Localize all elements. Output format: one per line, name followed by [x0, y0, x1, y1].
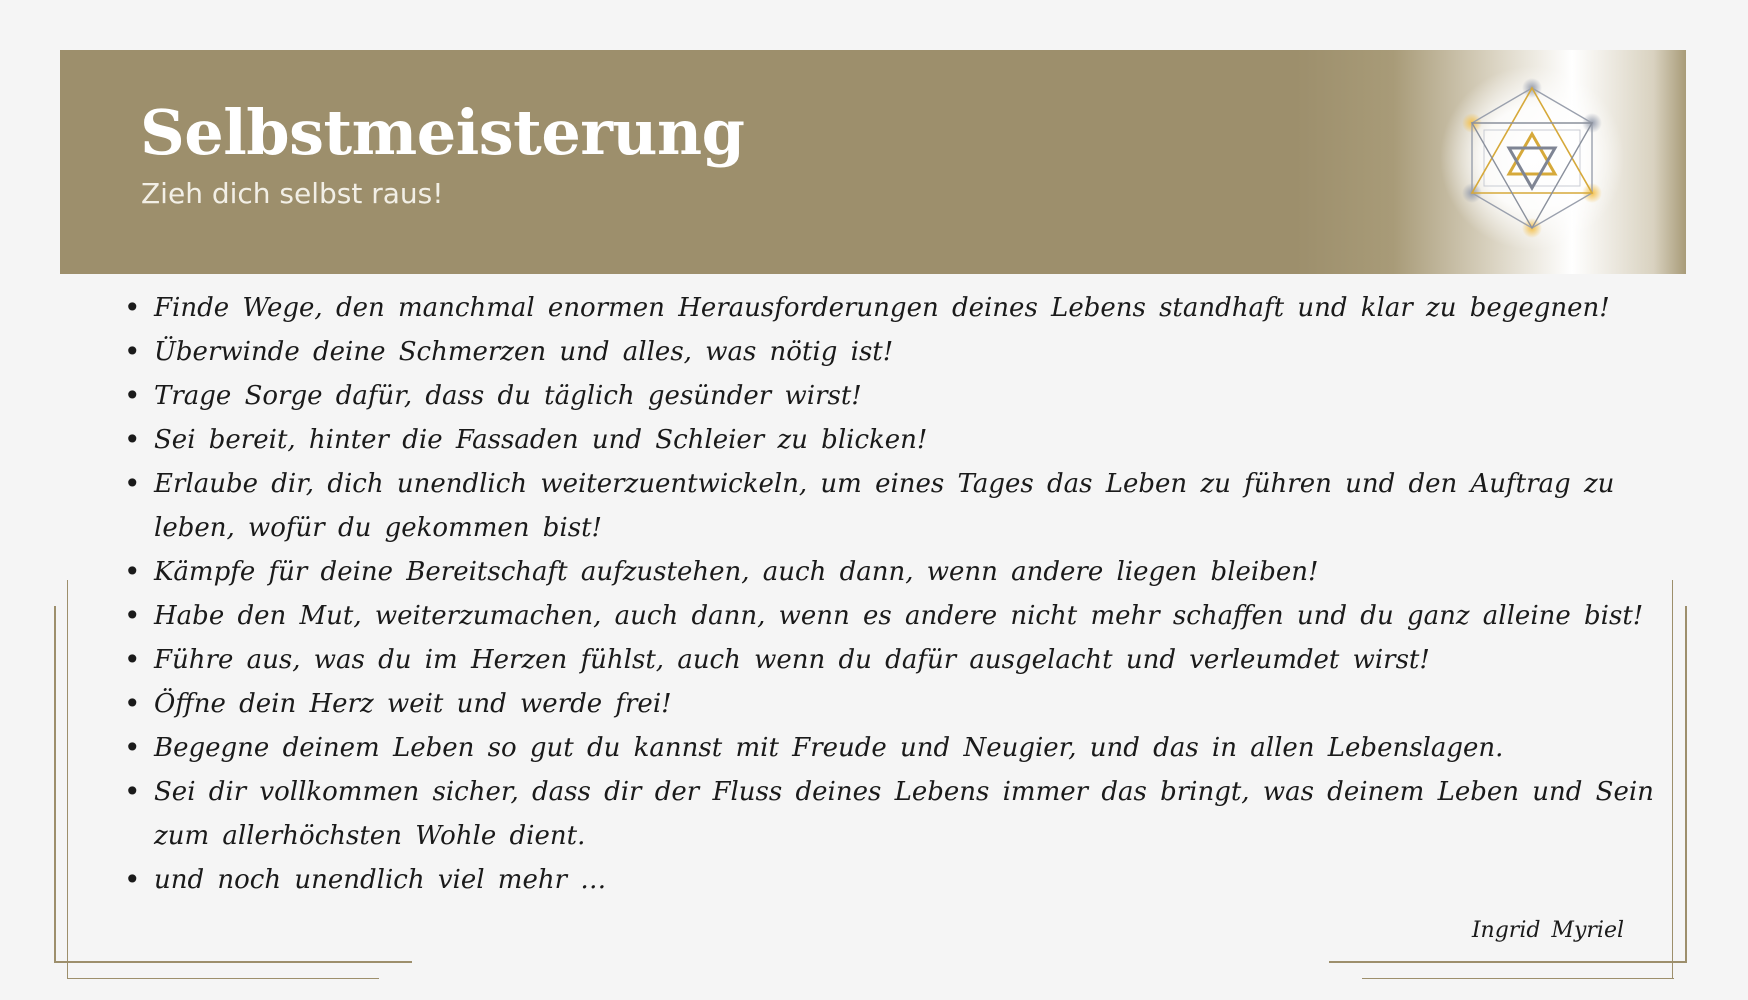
star-of-david-metatron-icon	[1432, 58, 1632, 258]
list-item: • Habe den Mut, weiterzumachen, auch dann, wenn es andere nicht mehr schaffen und du ganz alleine bist!	[124, 594, 1654, 638]
page-subtitle: Zieh dich selbst raus!	[141, 177, 444, 210]
list-item: • Finde Wege, den manchmal enormen Herausforderungen deines Lebens standhaft und klar zu begegnen!	[124, 286, 1654, 330]
list-item: • und noch unendlich viel mehr …	[124, 858, 1654, 902]
frame-line-bottom-right-inner	[1362, 978, 1674, 979]
affirmation-list	[124, 286, 1654, 902]
frame-line-right-outer	[1685, 606, 1687, 962]
author-signature: Ingrid Myriel	[1471, 918, 1624, 943]
frame-line-left-outer	[54, 606, 56, 962]
list-item: • Kämpfe für deine Bereitschaft aufzustehen, auch dann, wenn andere liegen bleiben!	[124, 550, 1654, 594]
header-banner	[60, 50, 1686, 274]
list-item: • Erlaube dir, dich unendlich weiterzuentwickeln, um eines Tages das Leben zu führen und den Auftrag zu leben, wofür du gekommen bist!	[124, 462, 1654, 550]
list-item: • Führe aus, was du im Herzen fühlst, auch wenn du dafür ausgelacht und verleumdet wirst!	[124, 638, 1654, 682]
list-item: • Trage Sorge dafür, dass du täglich gesünder wirst!	[124, 374, 1654, 418]
frame-line-right-inner	[1672, 580, 1673, 978]
list-item: • Begegne deinem Leben so gut du kannst mit Freude und Neugier, und das in allen Lebenslagen.	[124, 726, 1654, 770]
page-title: Selbstmeisterung	[140, 96, 745, 169]
list-item: • Überwinde deine Schmerzen und alles, was nötig ist!	[124, 330, 1654, 374]
frame-line-bottom-left-inner	[67, 978, 379, 979]
frame-line-left-inner	[67, 580, 68, 978]
frame-line-bottom-left-outer	[54, 961, 412, 963]
list-item: • Sei dir vollkommen sicher, dass dir der Fluss deines Lebens immer das bringt, was deinem Leben und Sein zum allerhöchsten Wohle dient.	[124, 770, 1654, 858]
list-item: • Sei bereit, hinter die Fassaden und Schleier zu blicken!	[124, 418, 1654, 462]
frame-line-bottom-right-outer	[1329, 961, 1687, 963]
list-item: • Öffne dein Herz weit und werde frei!	[124, 682, 1654, 726]
